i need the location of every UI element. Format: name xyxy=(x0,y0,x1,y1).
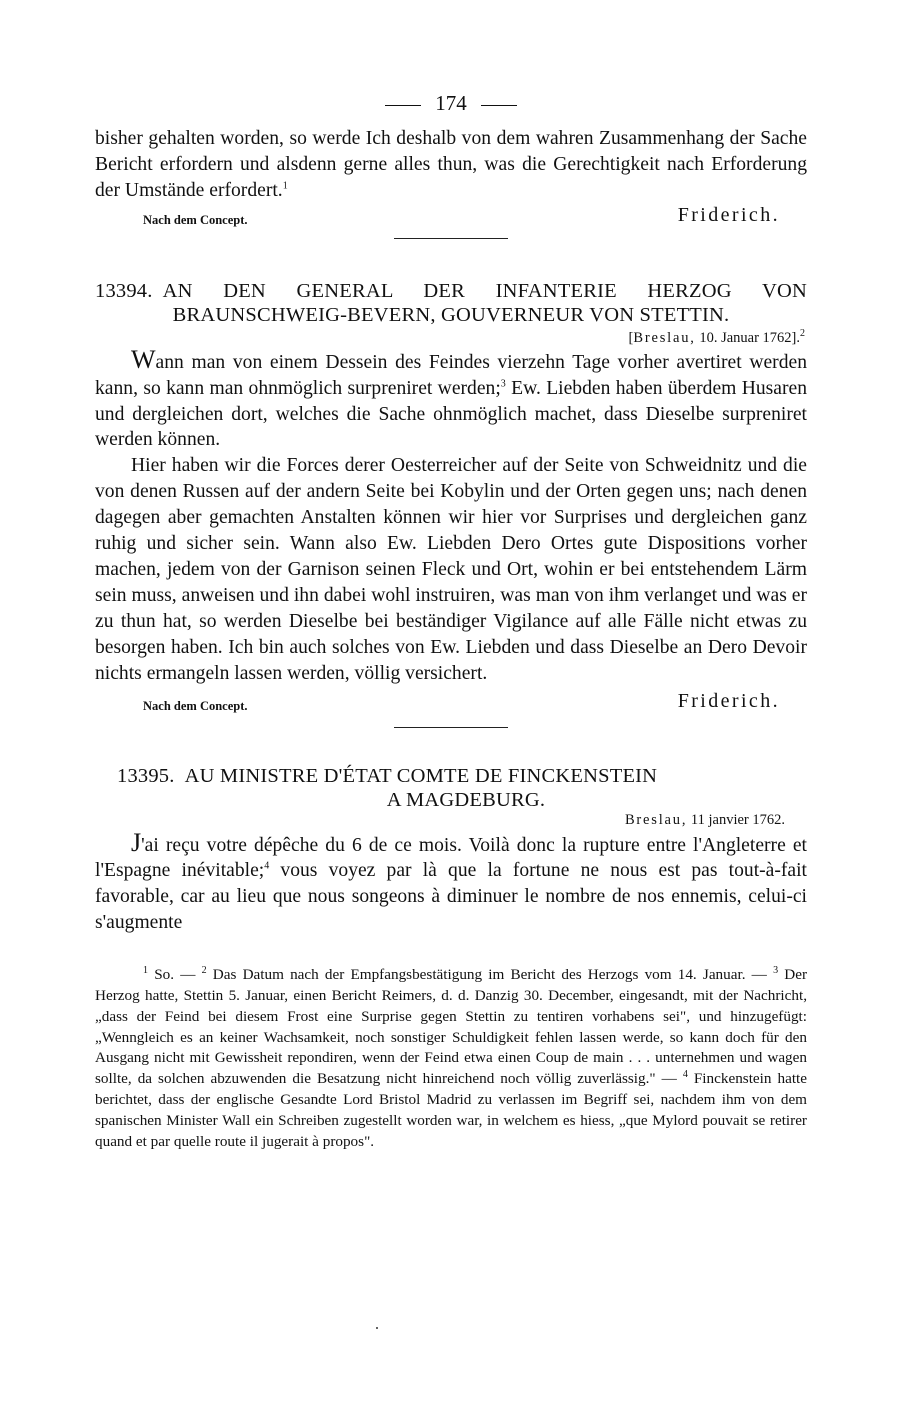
dateline: [Breslau, 10. Januar 1762].$^2$ xyxy=(628,327,805,346)
footnote-number: 1 xyxy=(143,965,148,977)
footnote-ref: 3 xyxy=(500,378,506,390)
heading-line-1: AN DEN GENERAL DER INFANTERIE HERZOG VON xyxy=(162,279,807,302)
footnote-ref: 4 xyxy=(264,860,270,872)
letter-heading-13394 xyxy=(95,279,807,327)
heading-line-1: AU MINISTRE D'ÉTAT COMTE DE FINCKENSTEIN xyxy=(184,764,658,787)
page-number xyxy=(95,88,807,118)
footnotes xyxy=(95,965,807,1152)
source-note: Nach dem Concept. xyxy=(143,212,248,227)
footnote-number: 4 xyxy=(682,1069,688,1081)
initial-letter: W xyxy=(131,344,156,374)
page xyxy=(95,88,807,1152)
footnote-ref: 2 xyxy=(800,327,805,339)
section-rule xyxy=(394,238,508,239)
signature-row-2 xyxy=(95,687,807,715)
letter-heading-13395 xyxy=(95,764,807,812)
footnote-text: Das Datum nach der Empfangsbestätigung im Bericht des Herzogs vom 14. Januar. — xyxy=(212,966,774,984)
dash-left xyxy=(385,105,421,106)
footnote-number: 2 xyxy=(201,965,207,977)
print-speck xyxy=(376,1327,378,1329)
signature: Friderich. xyxy=(677,689,780,712)
letter-body-13395: J'ai reçu votre dépêche du 6 de ce mois. Voilà donc la rupture entre l'Angleterre et l'Espagne inévitable;$^4$ vous voyez par là que la fortune ne nous est pas tout-à-fait favorable, car au lieu que nous songeons à diminuer le nombre de nos ennemis, celui-ci s'augmente xyxy=(95,827,808,934)
section-rule xyxy=(394,727,508,728)
letter-number: 13395. xyxy=(117,764,175,787)
letter-number: 13394. xyxy=(95,279,153,302)
dateline: Breslau, 11 janvier 1762. xyxy=(624,811,785,828)
footnote-text: Der Herzog hatte, Stettin 5. Januar, einen Bericht Reimers, d. d. Danzig 30. December, eingesandt, mit der Nachricht, „dass der Feind bei diesem Frost eine Surprise gegen Stettin zu tentiren vorhabens sei", und hinzugefügt: „Wenngleich es an keiner Wachsamkeit, noch sonstiger Schuldigkeit fehlen lassen werde, so kann doch für den Ausgang nicht mit Gewissheit repondiren, wenn der Feind etwa einen Coup de main . . . unternehmen und wagen sollte, da solchen abzuwenden die Besatzung nicht hinreichend noch völlig zuverlässig." — xyxy=(95,966,808,1088)
continuation-text: bisher gehalten worden, so werde Ich deshalb von dem wahren Zusammenhang der Sache Bericht erfordern und alsdenn gerne alles thun, was die Gerechtigkeit nach Erforderung der Umstände erfordert.$^1$ xyxy=(95,128,807,201)
signature-row-1 xyxy=(95,204,807,230)
initial-letter: J xyxy=(131,827,142,857)
dash-right xyxy=(481,105,517,106)
heading-line-2: BRAUNSCHWEIG-BEVERN, GOUVERNEUR VON STETTIN. xyxy=(172,303,730,326)
footnote-number: 3 xyxy=(773,965,779,977)
letter-body-13394: Wann man von einem Dessein des Feindes vierzehn Tage vorher avertiret werden kann, so kann man ohnmöglich surpreniret werden;$^3$ Ew. Liebden haben überdem Husaren und dergleichen dort, welches die Sache ohnmöglich machet, dass Dieselbe surpreniret werden können. Hier haben wir die Forces derer Oesterreicher auf der Seite von Schweidnitz und die von denen Russen auf der andern Seite bei Kobylin und der Orten gegen uns; nach denen dagegen aber gemachten Anstalten können wir hier vor Surprises und dergleichen ganz ruhig und sicher sein. Wann also Ew. Liebden Dero Ortes gute Dispositions vorher machen, jedem von der Garnison seinen Fleck und Ort, wohin er bei entstehendem Lärm sein muss, anweisen und ihn dabei wohl instruiren, was man von ihm verlanget und was er zu thun hat, so werden Dieselbe bei beständiger Vigilance auf alle Fälle nicht etwas zu besorgen haben. Ich bin auch solches von Ew. Liebden und dass Dieselbe an Dero Devoir nichts ermangeln lassen werden, völlig versichert. xyxy=(95,350,807,687)
footnote-text: Finckenstein hatte berichtet, dass der englische Gesandte Lord Bristol Madrid zu verlassen im Begriff sei, nachdem ihm von dem spanischen Minister Wall ein Schreiben zugestellt worden war, in welchem es hiess, „que Mylord pouvait se retirer quand et par quelle route il jugerait à propos". xyxy=(95,1070,808,1150)
footnote-text: So. — xyxy=(154,966,202,984)
page-number-text: 174 xyxy=(435,91,467,115)
signature: Friderich. xyxy=(677,203,780,226)
footnote-ref: 1 xyxy=(282,180,288,192)
source-note: Nach dem Concept. xyxy=(143,698,248,713)
paragraph: Hier haben wir die Forces derer Oesterreicher auf der Seite von Schweidnitz und die von denen Russen auf der andern Seite bei Kobylin und der Orten gegen uns; nach denen dagegen aber gemachten Anstalten können wir hier vor Surprises und dergleichen ganz ruhig und sicher sein. Wann also Ew. Liebden Dero Ortes gute Dispositions vorher machen, jedem von der Garnison seinen Fleck und Ort, wohin er bei entstehendem Lärm sein muss, anweisen und ihn dabei wohl instruiren, was man von ihm verlanget und was er zu thun hat, so werden Dieselbe bei beständiger Vigilance auf alle Fälle nicht etwas zu besorgen haben. Ich bin auch solches von Ew. Liebden und dass Dieselbe an Dero Devoir nichts ermangeln lassen werden, völlig versichert. xyxy=(95,455,807,684)
heading-line-2: A MAGDEBURG. xyxy=(386,788,546,811)
